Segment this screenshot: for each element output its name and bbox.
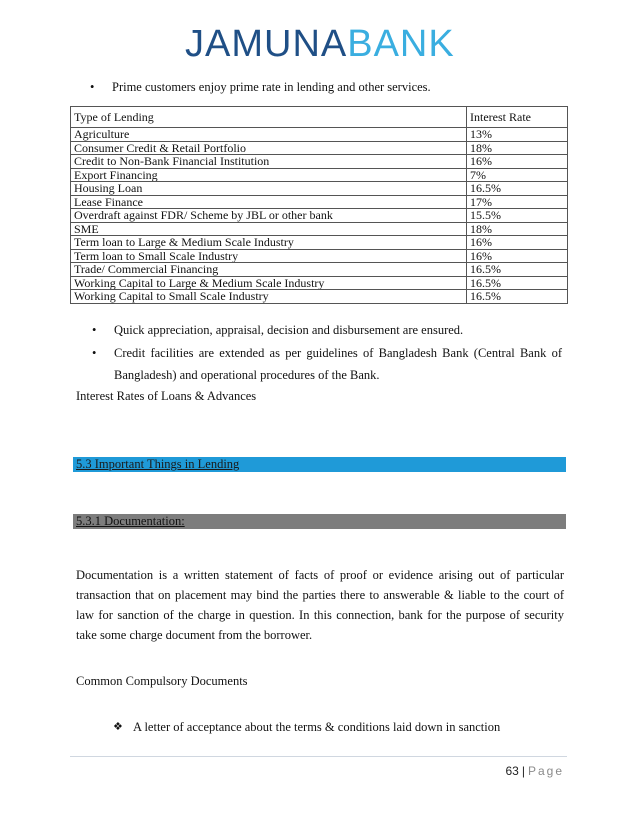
rate-cell: 18% bbox=[467, 141, 568, 155]
section-heading: 5.3 Important Things in Lending bbox=[76, 457, 240, 471]
subsection-heading-bar bbox=[73, 514, 566, 529]
lending-type-cell: Term loan to Large & Medium Scale Industry bbox=[71, 236, 467, 250]
rate-cell: 16% bbox=[467, 249, 568, 263]
table-row bbox=[71, 168, 568, 182]
table-row bbox=[71, 182, 568, 196]
table-row bbox=[71, 276, 568, 290]
rate-cell: 7% bbox=[467, 168, 568, 182]
section-heading-bar bbox=[73, 457, 566, 472]
lending-type-cell: Housing Loan bbox=[71, 182, 467, 196]
lending-type-cell: Trade/ Commercial Financing bbox=[71, 263, 467, 277]
lending-type-cell: Consumer Credit & Retail Portfolio bbox=[71, 141, 467, 155]
interest-rate-table bbox=[70, 106, 568, 304]
table-row bbox=[71, 222, 568, 236]
footer-divider bbox=[70, 756, 567, 757]
table-row bbox=[71, 195, 568, 209]
page-label: Page bbox=[527, 764, 564, 778]
jamuna-bank-logo bbox=[185, 18, 455, 70]
bullet-text: Prime customers enjoy prime rate in lending and other services. bbox=[112, 80, 431, 94]
lending-type-cell: Working Capital to Small Scale Industry bbox=[71, 290, 467, 304]
table-row bbox=[71, 155, 568, 169]
lending-type-cell: Agriculture bbox=[71, 128, 467, 142]
rate-cell: 17% bbox=[467, 195, 568, 209]
rate-cell: 16% bbox=[467, 155, 568, 169]
table-row bbox=[71, 209, 568, 223]
bullet-dot-icon: • bbox=[92, 323, 97, 337]
table-row bbox=[71, 249, 568, 263]
header-interest-rate: Interest Rate bbox=[467, 107, 568, 128]
table-header-row bbox=[71, 107, 568, 128]
bullet-text: Quick appreciation, appraisal, decision and disbursement are ensured. bbox=[114, 323, 464, 337]
rate-cell: 16.5% bbox=[467, 276, 568, 290]
rate-cell: 16% bbox=[467, 236, 568, 250]
rate-cell: 16.5% bbox=[467, 182, 568, 196]
lending-type-cell: Overdraft against FDR/ Scheme by JBL or other bank bbox=[71, 209, 467, 223]
lending-type-cell: Export Financing bbox=[71, 168, 467, 182]
rate-cell: 13% bbox=[467, 128, 568, 142]
lending-type-cell: SME bbox=[71, 222, 467, 236]
lending-type-cell: Term loan to Small Scale Industry bbox=[71, 249, 467, 263]
table-row bbox=[71, 236, 568, 250]
bullet-text: Credit facilities are extended as per guidelines of Bangladesh Bank (Central Bank of Bangladesh) and operational procedures of the Bank. bbox=[114, 346, 562, 382]
header-type-of-lending: Type of Lending bbox=[71, 107, 467, 128]
logo-text-bank: BANK bbox=[347, 23, 455, 65]
table-row bbox=[71, 141, 568, 155]
lending-type-cell: Credit to Non-Bank Financial Institution bbox=[71, 155, 467, 169]
lending-type-cell: Working Capital to Large & Medium Scale Industry bbox=[71, 276, 467, 290]
table-caption: Interest Rates of Loans & Advances bbox=[76, 389, 257, 403]
lending-type-cell: Lease Finance bbox=[71, 195, 467, 209]
page-footer bbox=[505, 764, 564, 778]
rate-cell: 15.5% bbox=[467, 209, 568, 223]
table-row bbox=[71, 128, 568, 142]
document-list-text: A letter of acceptance about the terms & conditions laid down in sanction bbox=[133, 720, 501, 734]
documentation-paragraph: Documentation is a written statement of facts of proof or evidence arising out of particular transaction that on placement may bind the parties there to answerable & liable to the court of law for sanction of the charge in question. In this connection, bank for the purpose of security take some charge document from the borrower. bbox=[76, 568, 564, 642]
diamond-bullet-icon: ❖ bbox=[113, 721, 123, 733]
page-number: 63 bbox=[505, 764, 519, 778]
table-row bbox=[71, 263, 568, 277]
rate-cell: 16.5% bbox=[467, 263, 568, 277]
table-row bbox=[71, 290, 568, 304]
bullet-dot-icon: • bbox=[92, 346, 97, 360]
footer-separator: | bbox=[521, 764, 525, 778]
bullet-dot-icon: • bbox=[90, 80, 95, 94]
common-docs-heading: Common Compulsory Documents bbox=[76, 674, 248, 688]
rate-cell: 16.5% bbox=[467, 290, 568, 304]
logo-text-jamuna: JAMUNA bbox=[185, 23, 348, 65]
subsection-heading: 5.3.1 Documentation: bbox=[76, 514, 185, 528]
rate-cell: 18% bbox=[467, 222, 568, 236]
